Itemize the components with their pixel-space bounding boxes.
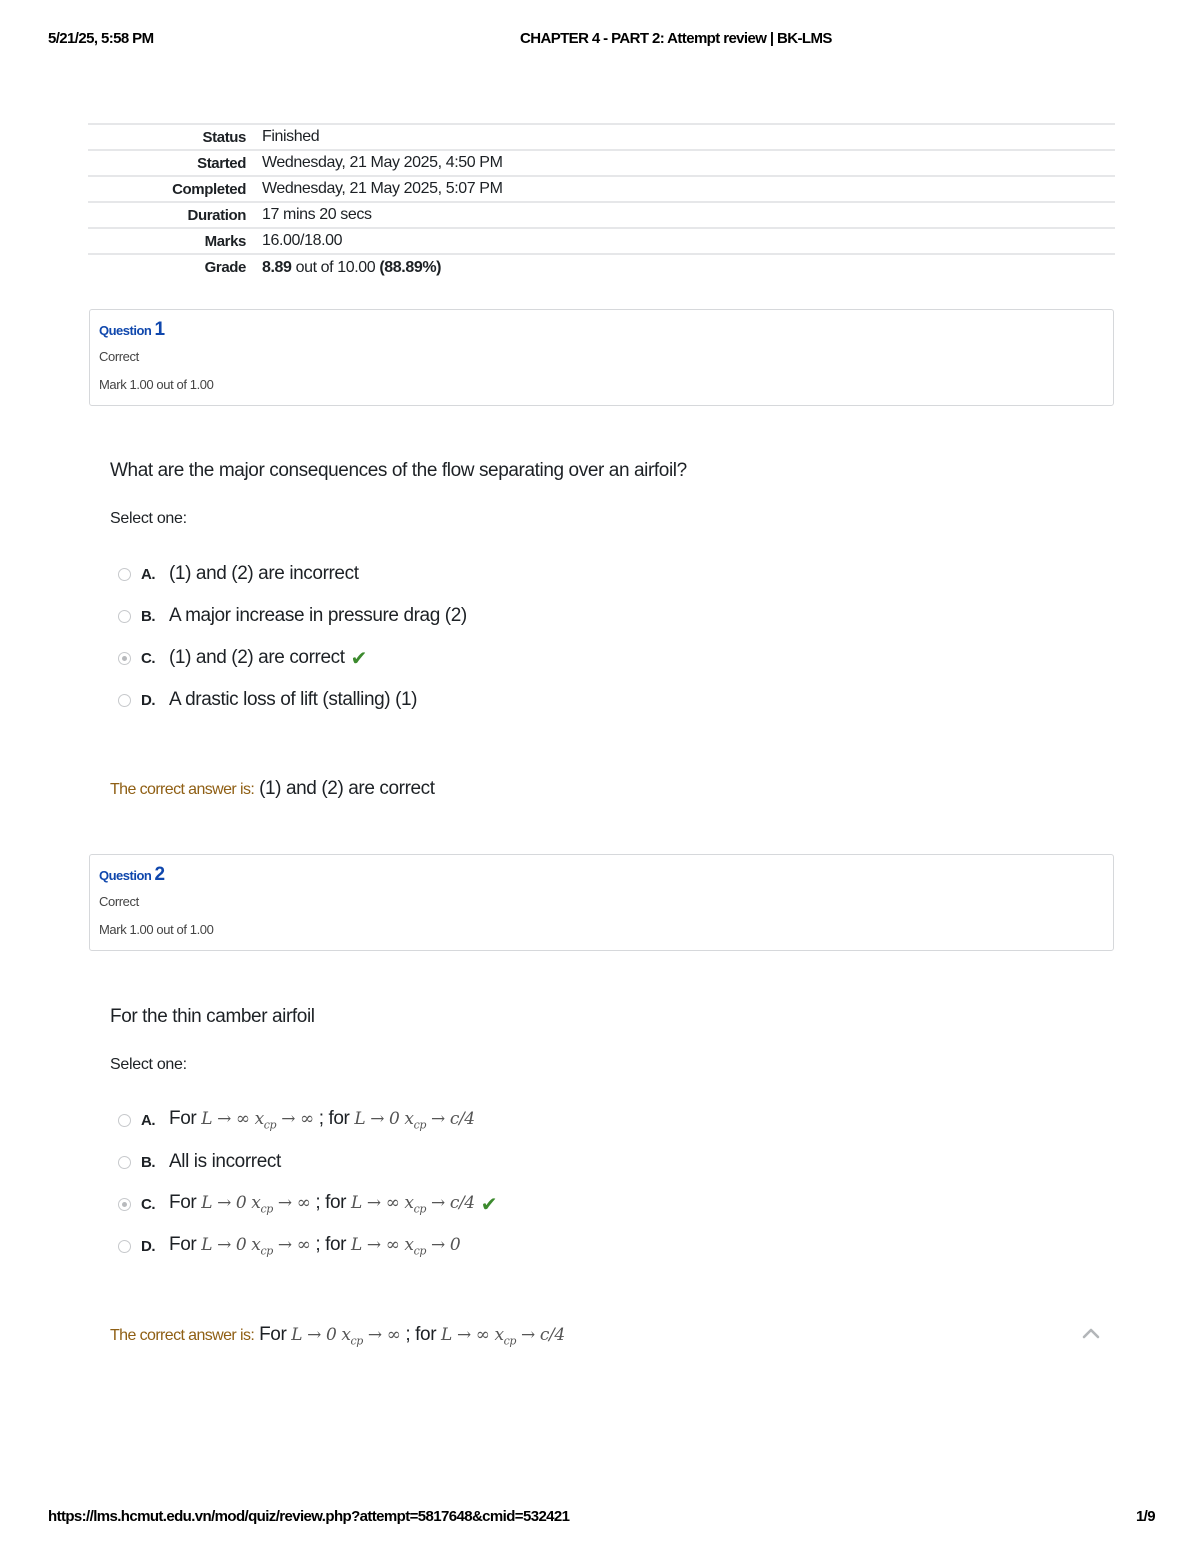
question-2-answers — [118, 1099, 497, 1267]
question-1-info — [89, 309, 1114, 406]
formula-sep: ; for — [400, 1324, 442, 1345]
formula-lift: L → ∞ — [350, 1235, 400, 1256]
right-answer-text: (1) and (2) are correct — [259, 778, 435, 799]
formula-for: For — [169, 1108, 202, 1130]
chevron-up-icon-svg — [1081, 1326, 1101, 1340]
option-formula — [169, 1108, 475, 1131]
formula-xcp — [251, 1193, 311, 1216]
formula-lift: L → 0 — [291, 1325, 337, 1345]
formula-sub: cp — [413, 1118, 426, 1132]
print-url: https://lms.hcmut.edu.vn/mod/quiz/review.php?attempt=5817648&cmid=532421 — [48, 1508, 570, 1525]
formula-lift: L → ∞ — [441, 1325, 490, 1345]
question-2-info — [89, 854, 1114, 951]
radio-button[interactable] — [118, 1156, 131, 1169]
option-letter: D. — [141, 1237, 156, 1255]
question-1-answers — [118, 553, 467, 721]
grade-out-of: out of 10.00 — [291, 258, 380, 276]
formula-sep: ; for — [313, 1108, 355, 1130]
question-1-text: What are the major consequences of the flow separating over an airfoil? — [110, 460, 687, 481]
formula-xcp — [254, 1109, 314, 1132]
formula-arrow: → 0 — [425, 1235, 461, 1256]
option-text: (1) and (2) are incorrect — [169, 563, 359, 584]
answer-option-a[interactable] — [118, 1099, 497, 1141]
answer-option-d[interactable] — [118, 679, 467, 721]
formula-x: x — [251, 1235, 261, 1256]
formula-x: x — [404, 1235, 414, 1256]
right-answer-formula — [259, 1324, 565, 1348]
option-text: A major increase in pressure drag (2) — [169, 605, 467, 626]
summary-row-started — [88, 150, 1115, 176]
formula-xcp — [404, 1235, 461, 1258]
formula-for: For — [259, 1324, 292, 1345]
formula-lift: L → 0 — [201, 1193, 247, 1214]
formula-lift: L → ∞ — [201, 1109, 250, 1130]
option-letter: C. — [141, 1195, 156, 1213]
formula-sep: ; for — [310, 1234, 351, 1256]
summary-label: Completed — [172, 180, 246, 198]
question-2-right-answer — [110, 1324, 565, 1347]
summary-label: Marks — [204, 232, 246, 250]
radio-button-selected[interactable] — [118, 1198, 131, 1211]
formula-xcp — [341, 1325, 401, 1348]
formula-arrow: → c/4 — [425, 1193, 475, 1214]
print-datetime: 5/21/25, 5:58 PM — [48, 30, 154, 47]
formula-arrow: → ∞ — [272, 1235, 311, 1256]
summary-value — [262, 254, 1115, 280]
question-grade: Mark 1.00 out of 1.00 — [99, 377, 214, 392]
correct-check-icon: ✔ — [480, 1193, 498, 1216]
question-state: Correct — [99, 349, 139, 364]
question-2-text: For the thin camber airfoil — [110, 1006, 315, 1027]
answer-option-c[interactable] — [118, 637, 467, 679]
option-formula — [169, 1234, 460, 1257]
option-letter: B. — [141, 607, 156, 625]
option-letter: B. — [141, 1153, 156, 1171]
right-answer-label: The correct answer is: — [110, 781, 255, 798]
formula-arrow: → ∞ — [272, 1193, 311, 1214]
question-number-value: 1 — [154, 319, 165, 340]
formula-x: x — [404, 1193, 414, 1214]
radio-button[interactable] — [118, 610, 131, 623]
summary-value: Finished — [262, 128, 320, 145]
print-page-title: CHAPTER 4 - PART 2: Attempt review | BK-LMS — [520, 30, 832, 47]
formula-sub: cp — [260, 1202, 273, 1216]
summary-row-grade — [88, 254, 1115, 280]
formula-arrow: → c/4 — [425, 1109, 475, 1130]
summary-row-marks — [88, 228, 1115, 254]
formula-xcp — [494, 1325, 565, 1348]
question-1-prompt: Select one: — [110, 510, 187, 527]
question-number — [99, 319, 165, 341]
option-formula — [169, 1192, 475, 1215]
summary-row-duration — [88, 202, 1115, 228]
summary-value: Wednesday, 21 May 2025, 5:07 PM — [262, 180, 503, 197]
question-number-value: 2 — [154, 864, 165, 885]
formula-for: For — [169, 1234, 202, 1256]
formula-x: x — [404, 1109, 414, 1130]
option-letter: A. — [141, 1111, 156, 1129]
summary-label: Started — [197, 154, 246, 172]
formula-sub: cp — [260, 1244, 273, 1258]
chevron-up-icon[interactable] — [1080, 1323, 1102, 1345]
formula-sep: ; for — [310, 1192, 351, 1214]
option-text: A drastic loss of lift (stalling) (1) — [169, 689, 418, 710]
question-1-right-answer — [110, 778, 435, 800]
answer-option-b[interactable] — [118, 595, 467, 637]
formula-x: x — [251, 1193, 261, 1214]
grade-score: 8.89 — [262, 258, 292, 276]
summary-value: 17 mins 20 secs — [262, 206, 372, 223]
option-letter: D. — [141, 691, 156, 709]
formula-sub: cp — [350, 1334, 363, 1348]
formula-xcp — [404, 1109, 475, 1132]
radio-button[interactable] — [118, 1114, 131, 1127]
formula-arrow: → c/4 — [516, 1325, 565, 1345]
formula-for: For — [169, 1192, 202, 1214]
formula-sub: cp — [503, 1334, 517, 1348]
option-letter: A. — [141, 565, 156, 583]
right-answer-label: The correct answer is: — [110, 1327, 255, 1344]
formula-xcp — [251, 1235, 311, 1258]
summary-label: Status — [202, 128, 246, 146]
question-label: Question — [99, 868, 152, 883]
radio-button-selected[interactable] — [118, 652, 131, 665]
radio-button[interactable] — [118, 1240, 131, 1253]
summary-value: 16.00/18.00 — [262, 232, 343, 249]
question-state: Correct — [99, 894, 139, 909]
answer-option-b[interactable] — [118, 1141, 497, 1183]
answer-option-c[interactable] — [118, 1183, 497, 1225]
formula-x: x — [494, 1325, 504, 1345]
radio-button[interactable] — [118, 568, 131, 581]
formula-xcp — [404, 1193, 475, 1216]
formula-lift: L → ∞ — [350, 1193, 400, 1214]
option-text: All is incorrect — [169, 1151, 281, 1172]
question-label: Question — [99, 323, 152, 338]
attempt-summary-table — [88, 123, 1115, 280]
summary-label: Grade — [204, 259, 246, 276]
option-text: (1) and (2) are correct — [169, 647, 345, 668]
question-number — [99, 864, 165, 886]
summary-value: Wednesday, 21 May 2025, 4:50 PM — [262, 154, 503, 171]
formula-sub: cp — [263, 1118, 277, 1132]
formula-sub: cp — [413, 1202, 426, 1216]
formula-sub: cp — [413, 1244, 426, 1258]
question-grade: Mark 1.00 out of 1.00 — [99, 922, 214, 937]
answer-option-a[interactable] — [118, 553, 467, 595]
formula-lift: L → 0 — [201, 1235, 247, 1256]
grade-percent: (88.89%) — [379, 258, 442, 276]
summary-label: Duration — [187, 206, 246, 224]
formula-lift: L → 0 — [354, 1109, 400, 1130]
radio-button[interactable] — [118, 694, 131, 707]
question-2-prompt: Select one: — [110, 1056, 187, 1073]
summary-row-status — [88, 124, 1115, 150]
formula-arrow: → ∞ — [362, 1325, 401, 1345]
formula-x: x — [254, 1109, 264, 1130]
summary-row-completed — [88, 176, 1115, 202]
print-page-number: 1/9 — [1135, 1508, 1155, 1525]
answer-option-d[interactable] — [118, 1225, 497, 1267]
formula-x: x — [341, 1325, 351, 1345]
correct-check-icon: ✔ — [350, 647, 367, 670]
formula-arrow: → ∞ — [276, 1109, 314, 1130]
option-letter: C. — [141, 649, 156, 667]
